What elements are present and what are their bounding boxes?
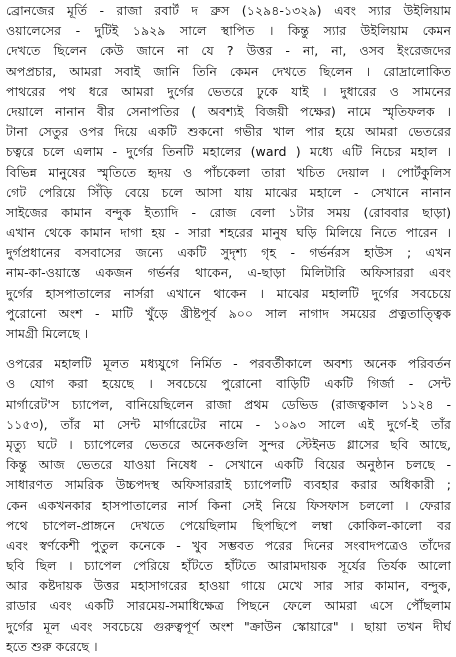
- text-line: রাডার এবং একটি সারমেয়-সমাধিক্ষেত্র পিছনে ফেলে আমরা এসে পৌঁছলাম: [6, 598, 451, 614]
- text-line: চত্বরে চলে এলাম - দুর্গের তিনটি মহালের (ward ) মধ্যে এটি নিচের মহাল ।: [6, 144, 451, 160]
- text-line: টানা সেতুর ওপর দিয়ে একটি শুকনো গভীর খাল পার হয়ে আমরা ভেতরের: [6, 124, 451, 140]
- text-line: কিন্তু আজ ভেতরে যাওয়া নিষেধ - সেখানে একটি বিয়ের অনুষ্ঠান চলছে -: [6, 457, 451, 473]
- text-line: সাধারণত সামরিক উচ্চপদস্থ অফিসাররাই চ্যাপেলটি ব্যবহার করার অধিকারী ;: [6, 477, 451, 493]
- text-line: এখান থেকে কামান দাগা হয় - সারা শহরের মানুষ ঘড়ি মিলিয়ে নিতে পারেন ।: [6, 225, 451, 241]
- text-line: পাথরের পথ ধরে আমরা দুর্গের ভেতরে ঢুকে যাই । দুধারের ও সামনের: [6, 83, 451, 99]
- text-line: দেখতে ছিলেন কেউ জানে না যে ? উত্তর - না, না, ওসব ইংরেজদের: [6, 43, 451, 59]
- text-line: কেন একখনকার হাসপাতালের নার্স কিনা সেই নিয়ে ফিসফাস চললো । ফেরার: [6, 497, 451, 513]
- text-line: ব্রোনজের মূর্তি - রাজা রবার্ট দ ব্রুস (১২৯৪-১৩২৯) এবং স্যার উইলিয়াম: [6, 3, 451, 18]
- paragraph-2: [6, 354, 451, 657]
- text-line: ১১৫৩), তাঁর মা সেন্ট মার্গারেটের নামে - ১০৯৩ সালে এই দুর্গে-ই তাঁর: [6, 416, 451, 432]
- text-line: অপপ্রচার, আমরা সবাই জানি তিনি কেমন দেখতে ছিলেন । রোদ্রালোকিত: [6, 63, 451, 79]
- text-line: দুর্গের মূল এবং সবচেয়ে গুরুত্বপূর্ণ অংশ "ক্রাউন স্কোয়ারে" । ছায়া তখন দীর্ঘ: [6, 618, 451, 634]
- text-line: হতে শুরু করেছে ।: [6, 638, 98, 654]
- text-line: নাম-কা-ওয়াস্তে একজন গর্ভর্নর থাকেন, এ-ছাড়া মিলিটারি অফিসাররা এবং: [6, 265, 451, 281]
- text-line: দুর্গপ্রধানের বসবাসের জন্যে একটি সুদৃশ্য গৃহ - গর্ভর্নরস হাউস ; এখন: [6, 245, 451, 261]
- text-line: দেয়ালে নানান বীর সেনাপতির ( অবশ্যই বিজয়ী পক্ষের) নামে স্মৃতিফলক ।: [6, 103, 451, 119]
- text-line: আর কষ্টদায়ক উত্তর মহাসাগরের হাওয়া গায়ে মেখে সার সার কামান, বন্দুক,: [6, 578, 451, 594]
- text-line: পুরোনো অংশ - মাটি খুঁড়ে খ্রীষ্টপূর্ব ৯০০ সাল নাগাদ সময়ের প্রত্নতাত্ত্বিক: [6, 305, 451, 321]
- text-line: সাইজের কামান বন্দুক ইত্যাদি - রোজ বেলা ১টার সময় (রোববার ছাড়া): [6, 204, 451, 220]
- text-line: মার্গারেট'স চ্যাপেল, বানিয়েছিলেন রাজা প্রথম ডেভিড (রাজত্বকাল ১১২৪ -: [6, 396, 451, 412]
- text-line: ওপরের মহালটি মূলত মধ্যযুগে নির্মিত - পরবর্তীকালে অবশ্য অনেক পরিবর্তন: [6, 356, 451, 372]
- text-line: ওয়ালেসের - দুটিই ১৯২৯ সালে স্থাপিত । কিন্তু স্যার উইলিয়াম কেমন: [6, 23, 451, 39]
- text-line: গেট পেরিয়ে সিঁড়ি বেয়ে চলে আসা যায় মাঝের মহালে - সেখানে নানান: [6, 184, 451, 200]
- text-line: এবং স্বর্ণকেশী পুতুল কনেকে - খুব সম্ভবত পরের দিনের সংবাদপত্রেও তাঁদের: [6, 537, 451, 553]
- text-line: সামগ্রী মিলেছে ।: [6, 326, 89, 341]
- text-line: পথে চাপেল-প্রাঙ্গনে দেখতে পেয়েছিলাম ছিপছিপে লম্বা কোকিল-কালো বর: [6, 517, 451, 533]
- paragraph-1: [6, 1, 451, 344]
- text-line: মৃত্যু ঘটে । চ্যাপেলের ভেতরে অনেকগুলি সুন্দর স্টেইনড গ্লাসের ছবি আছে,: [6, 436, 451, 452]
- text-line: ছবি ছিল । চ্যাপেল পেরিয়ে হাঁটতে হাঁটতে আরামদায়ক সূর্যের তির্যক আলো: [6, 558, 451, 574]
- text-line: বিভিন্ন মানুষের স্মৃতিতে হৃদয় ও পাঁচকেলা তারা খচিত দেয়াল । পোর্টকুলিস: [6, 164, 451, 180]
- text-line: দুর্গের হাসপাতালের নার্সরা এখানে থাকেন । মাঝের মহালটি দুর্গের সবচেয়ে: [6, 285, 451, 301]
- text-line: ও যোগ করা হয়েছে । সবচেয়ে পুরোনো বাড়িটি একটি গির্জা - সেন্ট: [6, 376, 451, 392]
